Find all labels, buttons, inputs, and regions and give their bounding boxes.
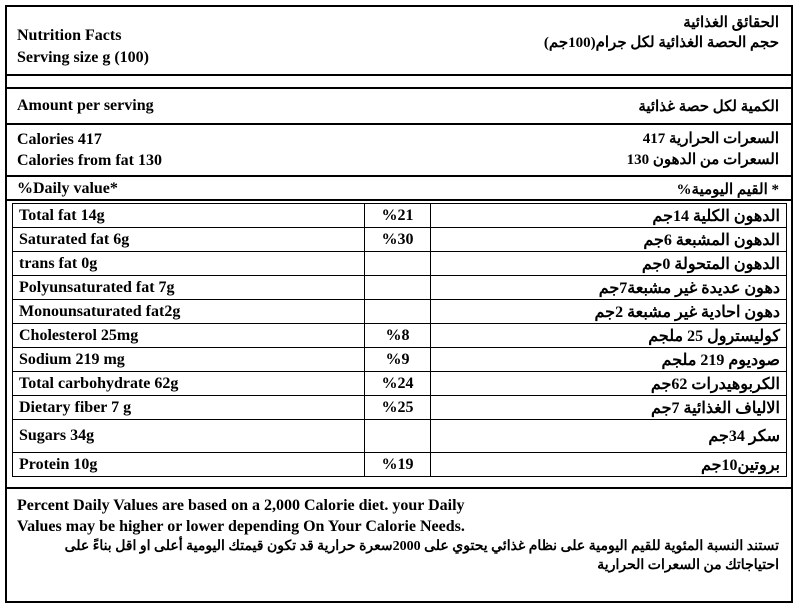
nutrient-percent: [365, 276, 431, 300]
amount-per-serving-section: [7, 87, 791, 125]
nutrient-percent: %21: [365, 204, 431, 228]
nutrient-name-en: Sodium 219 mg: [13, 348, 365, 372]
daily-value-label-en: %Daily value*: [17, 180, 118, 197]
nutrient-name-en: Polyunsaturated fat 7g: [13, 276, 365, 300]
table-row: [13, 396, 787, 420]
amount-label-en: Amount per serving: [17, 97, 154, 114]
table-row: [13, 348, 787, 372]
nutrient-percent: [365, 300, 431, 324]
nutrient-percent: %24: [365, 372, 431, 396]
footer-text-ar: تستند النسبة المئوية للقيم اليومية على نظام غذائي يحتوي على 2000سعرة حرارية قد تكون قيمتك اليومية أعلى او اقل بناءً على احتياجاتك من السعرات الحرارية: [64, 539, 779, 573]
header-english: [17, 25, 149, 69]
nutrient-percent: [365, 420, 431, 453]
header-section: [7, 7, 791, 76]
footer-line-1-en: Percent Daily Values are based on a 2,000 Calorie diet. your Daily: [17, 497, 465, 514]
calories-section: [7, 125, 791, 177]
nutrient-name-en: Sugars 34g: [13, 420, 365, 453]
table-row: [13, 420, 787, 453]
nutrient-name-en: Dietary fiber 7 g: [13, 396, 365, 420]
nutrient-percent: [365, 252, 431, 276]
footer-line-2-en: Values may be higher or lower depending On Your Calorie Needs.: [17, 518, 465, 535]
daily-value-label-ar: * القيم اليومية%: [676, 182, 779, 198]
table-row: [13, 453, 787, 477]
nutrient-name-en: Total fat 14g: [13, 204, 365, 228]
amount-label-ar: الكمية لكل حصة غذائية: [638, 99, 779, 115]
table-row: [13, 372, 787, 396]
table-row: [13, 252, 787, 276]
nutrient-name-en: Monounsaturated fat2g: [13, 300, 365, 324]
serving-size-en: Serving size g (100): [17, 49, 149, 66]
nutrient-name-ar: سكر 34جم: [431, 420, 787, 453]
table-row: [13, 228, 787, 252]
calories-ar: السعرات الحرارية 417: [642, 131, 779, 147]
nutrient-table: [12, 203, 787, 477]
nutrient-name-en: Saturated fat 6g: [13, 228, 365, 252]
nutrient-name-en: Protein 10g: [13, 453, 365, 477]
footer-english: [17, 495, 465, 537]
table-row: [13, 276, 787, 300]
nutrient-name-ar: بروتين10جم: [431, 453, 787, 477]
fat-calories-en: Calories from fat 130: [17, 152, 162, 169]
nutrient-percent: %8: [365, 324, 431, 348]
nutrient-name-en: Total carbohydrate 62g: [13, 372, 365, 396]
calories-english: [17, 129, 162, 171]
nutrient-name-ar: الكربوهيدرات 62جم: [431, 372, 787, 396]
nutrient-name-ar: دهون عديدة غير مشبعة7جم: [431, 276, 787, 300]
header-arabic: [544, 13, 779, 53]
nutrient-name-en: Cholesterol 25mg: [13, 324, 365, 348]
daily-value-header: [7, 177, 791, 201]
title-ar: الحقائق الغذائية: [683, 15, 779, 31]
title-en: Nutrition Facts: [17, 27, 122, 44]
nutrient-name-ar: الالياف الغذائية 7جم: [431, 396, 787, 420]
table-row: [13, 324, 787, 348]
fat-calories-ar: السعرات من الدهون 130: [626, 152, 779, 168]
nutrient-percent: %25: [365, 396, 431, 420]
footer-section: [7, 487, 791, 601]
nutrient-name-ar: كوليسترول 25 ملجم: [431, 324, 787, 348]
serving-size-ar: حجم الحصة الغذائية لكل جرام(100جم): [543, 35, 779, 51]
calories-arabic: [627, 129, 779, 171]
nutrient-name-ar: الدهون المشبعة 6جم: [431, 228, 787, 252]
nutrient-percent: %30: [365, 228, 431, 252]
nutrient-name-en: trans fat 0g: [13, 252, 365, 276]
nutrient-name-ar: الدهون المتحولة 0جم: [431, 252, 787, 276]
nutrient-name-ar: الدهون الكلية 14جم: [431, 204, 787, 228]
nutrition-facts-panel: [5, 5, 793, 603]
nutrient-percent: %9: [365, 348, 431, 372]
nutrient-name-ar: دهون احادية غير مشبعة 2جم: [431, 300, 787, 324]
nutrient-name-ar: صوديوم 219 ملجم: [431, 348, 787, 372]
nutrient-percent: %19: [365, 453, 431, 477]
calories-en: Calories 417: [17, 131, 102, 148]
table-row: [13, 204, 787, 228]
table-row: [13, 300, 787, 324]
